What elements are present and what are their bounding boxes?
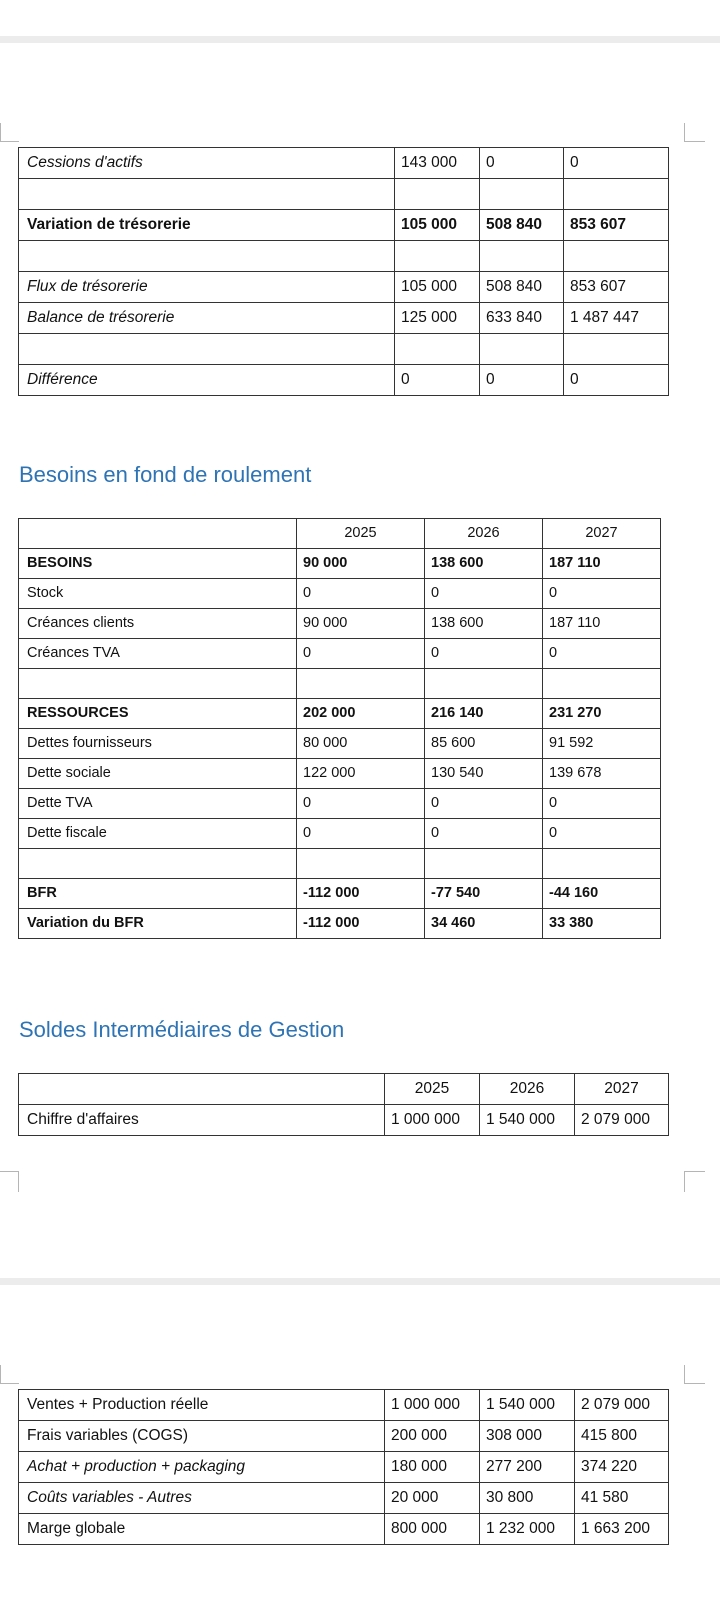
table-row xyxy=(19,639,661,669)
value-cell: 20 000 xyxy=(385,1483,480,1514)
row-label-cell: Dette fiscale xyxy=(19,819,297,849)
header-cell-blank xyxy=(19,519,297,549)
value-cell: 91 592 xyxy=(543,729,661,759)
table-row xyxy=(19,669,661,699)
value-cell: 508 840 xyxy=(480,272,564,303)
row-label-cell: Coûts variables - Autres xyxy=(19,1483,385,1514)
table-row xyxy=(19,849,661,879)
row-label-cell: Flux de trésorerie xyxy=(19,272,395,303)
value-cell xyxy=(564,334,669,365)
value-cell: 138 600 xyxy=(425,549,543,579)
value-cell: 1 232 000 xyxy=(480,1514,575,1545)
value-cell: 853 607 xyxy=(564,272,669,303)
value-cell: 0 xyxy=(297,579,425,609)
value-cell: 0 xyxy=(297,819,425,849)
row-label-cell: Créances clients xyxy=(19,609,297,639)
row-label-cell: Variation du BFR xyxy=(19,909,297,939)
sig-table-continued xyxy=(18,1389,669,1545)
row-label-cell xyxy=(19,179,395,210)
value-cell: 85 600 xyxy=(425,729,543,759)
row-label-cell: Stock xyxy=(19,579,297,609)
value-cell: 0 xyxy=(543,789,661,819)
value-cell: -112 000 xyxy=(297,909,425,939)
table-row xyxy=(19,210,669,241)
table-row xyxy=(19,879,661,909)
row-label-cell: RESSOURCES xyxy=(19,699,297,729)
table-row xyxy=(19,1421,669,1452)
row-label-cell: Cessions d'actifs xyxy=(19,148,395,179)
value-cell: 130 540 xyxy=(425,759,543,789)
value-cell: 374 220 xyxy=(575,1452,669,1483)
value-cell: 0 xyxy=(425,819,543,849)
value-cell: 1 000 000 xyxy=(385,1105,480,1136)
table-row xyxy=(19,579,661,609)
value-cell: 90 000 xyxy=(297,549,425,579)
row-label-cell xyxy=(19,334,395,365)
header-row xyxy=(19,1074,669,1105)
table-row xyxy=(19,609,661,639)
row-label-cell: Achat + production + packaging xyxy=(19,1452,385,1483)
value-cell: 34 460 xyxy=(425,909,543,939)
crop-mark xyxy=(0,1171,19,1192)
row-label-cell: BESOINS xyxy=(19,549,297,579)
table-row xyxy=(19,759,661,789)
table-row xyxy=(19,272,669,303)
value-cell: 202 000 xyxy=(297,699,425,729)
value-cell: 308 000 xyxy=(480,1421,575,1452)
value-cell: 1 000 000 xyxy=(385,1390,480,1421)
value-cell: 0 xyxy=(543,579,661,609)
table-row xyxy=(19,241,669,272)
table-row xyxy=(19,699,661,729)
value-cell: 80 000 xyxy=(297,729,425,759)
value-cell: 231 270 xyxy=(543,699,661,729)
row-label-cell xyxy=(19,849,297,879)
value-cell: 0 xyxy=(543,819,661,849)
year-header-cell: 2026 xyxy=(480,1074,575,1105)
value-cell xyxy=(395,334,480,365)
value-cell xyxy=(297,849,425,879)
sig-table xyxy=(18,1073,669,1136)
value-cell xyxy=(395,179,480,210)
value-cell: 125 000 xyxy=(395,303,480,334)
row-label-cell xyxy=(19,669,297,699)
value-cell: 90 000 xyxy=(297,609,425,639)
value-cell: 0 xyxy=(395,365,480,396)
table-row xyxy=(19,1390,669,1421)
value-cell xyxy=(564,241,669,272)
value-cell: 0 xyxy=(480,365,564,396)
value-cell xyxy=(395,241,480,272)
value-cell: 138 600 xyxy=(425,609,543,639)
bfr-table xyxy=(18,518,661,939)
value-cell: 1 540 000 xyxy=(480,1105,575,1136)
value-cell xyxy=(564,179,669,210)
value-cell: 1 487 447 xyxy=(564,303,669,334)
value-cell: 143 000 xyxy=(395,148,480,179)
value-cell: 41 580 xyxy=(575,1483,669,1514)
value-cell: 187 110 xyxy=(543,609,661,639)
row-label-cell: Balance de trésorerie xyxy=(19,303,395,334)
row-label-cell: BFR xyxy=(19,879,297,909)
value-cell: 0 xyxy=(564,365,669,396)
value-cell: 139 678 xyxy=(543,759,661,789)
page-separator xyxy=(0,36,720,43)
header-cell-blank xyxy=(19,1074,385,1105)
value-cell: 0 xyxy=(480,148,564,179)
value-cell xyxy=(480,334,564,365)
row-label-cell: Dette sociale xyxy=(19,759,297,789)
crop-mark xyxy=(0,123,19,142)
table-row xyxy=(19,729,661,759)
table-row xyxy=(19,819,661,849)
value-cell: 2 079 000 xyxy=(575,1105,669,1136)
value-cell xyxy=(543,669,661,699)
value-cell: 0 xyxy=(297,789,425,819)
year-header-cell: 2025 xyxy=(297,519,425,549)
page-separator xyxy=(0,1278,720,1285)
value-cell: -112 000 xyxy=(297,879,425,909)
crop-mark xyxy=(0,1365,19,1384)
value-cell: 0 xyxy=(425,639,543,669)
value-cell: 633 840 xyxy=(480,303,564,334)
crop-mark xyxy=(684,1365,705,1384)
value-cell: 30 800 xyxy=(480,1483,575,1514)
table-row xyxy=(19,303,669,334)
value-cell: 853 607 xyxy=(564,210,669,241)
row-label-cell: Chiffre d'affaires xyxy=(19,1105,385,1136)
value-cell xyxy=(480,179,564,210)
treasury-table xyxy=(18,147,669,396)
row-label-cell: Créances TVA xyxy=(19,639,297,669)
header-row xyxy=(19,519,661,549)
table-row xyxy=(19,1105,669,1136)
row-label-cell xyxy=(19,241,395,272)
table-row xyxy=(19,334,669,365)
table-row xyxy=(19,1483,669,1514)
value-cell: 105 000 xyxy=(395,272,480,303)
value-cell xyxy=(425,849,543,879)
value-cell: 0 xyxy=(564,148,669,179)
table-row xyxy=(19,909,661,939)
value-cell: 800 000 xyxy=(385,1514,480,1545)
table-row xyxy=(19,789,661,819)
crop-mark xyxy=(684,123,705,142)
table-row xyxy=(19,179,669,210)
value-cell: 1 663 200 xyxy=(575,1514,669,1545)
year-header-cell: 2025 xyxy=(385,1074,480,1105)
value-cell: -77 540 xyxy=(425,879,543,909)
row-label-cell: Ventes + Production réelle xyxy=(19,1390,385,1421)
value-cell xyxy=(543,849,661,879)
value-cell: 200 000 xyxy=(385,1421,480,1452)
value-cell: 415 800 xyxy=(575,1421,669,1452)
value-cell: 105 000 xyxy=(395,210,480,241)
value-cell xyxy=(297,669,425,699)
crop-mark xyxy=(684,1171,705,1192)
year-header-cell: 2026 xyxy=(425,519,543,549)
value-cell: 1 540 000 xyxy=(480,1390,575,1421)
value-cell: 508 840 xyxy=(480,210,564,241)
value-cell: 0 xyxy=(543,639,661,669)
value-cell: 187 110 xyxy=(543,549,661,579)
row-label-cell: Frais variables (COGS) xyxy=(19,1421,385,1452)
value-cell: -44 160 xyxy=(543,879,661,909)
value-cell xyxy=(480,241,564,272)
section-heading-bfr: Besoins en fond de roulement xyxy=(19,462,312,487)
row-label-cell: Variation de trésorerie xyxy=(19,210,395,241)
value-cell xyxy=(425,669,543,699)
row-label-cell: Dettes fournisseurs xyxy=(19,729,297,759)
value-cell: 122 000 xyxy=(297,759,425,789)
row-label-cell: Différence xyxy=(19,365,395,396)
year-header-cell: 2027 xyxy=(575,1074,669,1105)
section-heading-sig: Soldes Intermédiaires de Gestion xyxy=(19,1017,345,1042)
table-row xyxy=(19,365,669,396)
value-cell: 0 xyxy=(425,789,543,819)
table-row xyxy=(19,549,661,579)
value-cell: 2 079 000 xyxy=(575,1390,669,1421)
value-cell: 180 000 xyxy=(385,1452,480,1483)
year-header-cell: 2027 xyxy=(543,519,661,549)
value-cell: 33 380 xyxy=(543,909,661,939)
row-label-cell: Dette TVA xyxy=(19,789,297,819)
value-cell: 0 xyxy=(425,579,543,609)
row-label-cell: Marge globale xyxy=(19,1514,385,1545)
value-cell: 277 200 xyxy=(480,1452,575,1483)
value-cell: 216 140 xyxy=(425,699,543,729)
table-row xyxy=(19,148,669,179)
value-cell: 0 xyxy=(297,639,425,669)
table-row xyxy=(19,1514,669,1545)
table-row xyxy=(19,1452,669,1483)
